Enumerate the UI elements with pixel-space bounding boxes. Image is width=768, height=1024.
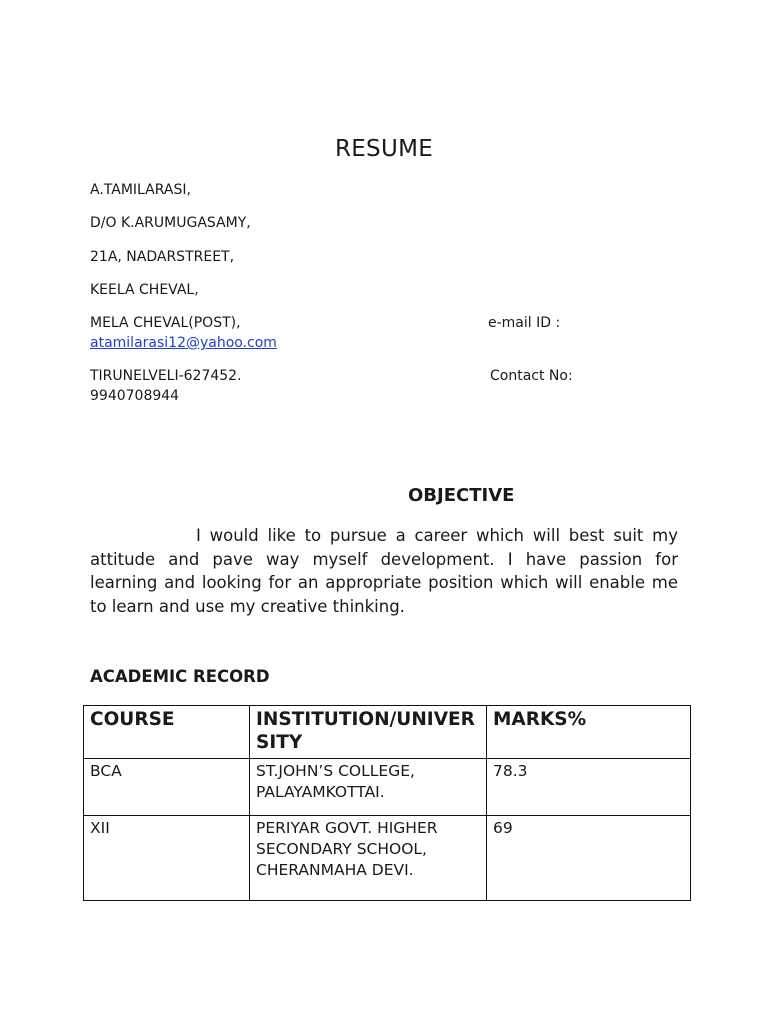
address-line-5: TIRUNELVELI-627452. (90, 368, 242, 384)
address-line-3: KEELA CHEVAL, (90, 282, 199, 298)
table-row (84, 759, 691, 816)
contact-number: 9940708944 (90, 388, 180, 404)
objective-text: I would like to pursue a career which will best suit my attitude and pave way myself development. I have passion for learning and looking for an appropriate position which will enable me to learn and use my creative thinking. (90, 526, 678, 616)
applicant-name: A.TAMILARASI, (90, 182, 191, 198)
email-label: e-mail ID : (488, 315, 561, 331)
marks-cell: 78.3 (487, 759, 691, 816)
email-link[interactable]: atamilarasi12@yahoo.com (90, 335, 277, 351)
institution-cell: PERIYAR GOVT. HIGHER SECONDARY SCHOOL, CHERANMAHA DEVI. (250, 816, 487, 901)
objective-paragraph (90, 524, 678, 618)
academic-record-heading: ACADEMIC RECORD (90, 667, 270, 686)
address-line-2: 21A, NADARSTREET, (90, 249, 235, 265)
table-row (84, 816, 691, 901)
table-header-row (84, 706, 691, 759)
academic-record-table (83, 705, 691, 901)
header-course: COURSE (84, 706, 250, 759)
institution-cell: ST.JOHN’S COLLEGE, PALAYAMKOTTAI. (250, 759, 487, 816)
course-cell: BCA (84, 759, 250, 816)
resume-title: RESUME (334, 136, 434, 162)
address-line-4: MELA CHEVAL(POST), (90, 315, 241, 331)
header-institution: INSTITUTION/UNIVERSITY (250, 706, 487, 759)
address-line-1: D/O K.ARUMUGASAMY, (90, 215, 251, 231)
objective-heading: OBJECTIVE (408, 485, 515, 506)
course-cell: XII (84, 816, 250, 901)
marks-cell: 69 (487, 816, 691, 901)
header-marks: MARKS% (487, 706, 691, 759)
contact-label: Contact No: (490, 368, 573, 384)
